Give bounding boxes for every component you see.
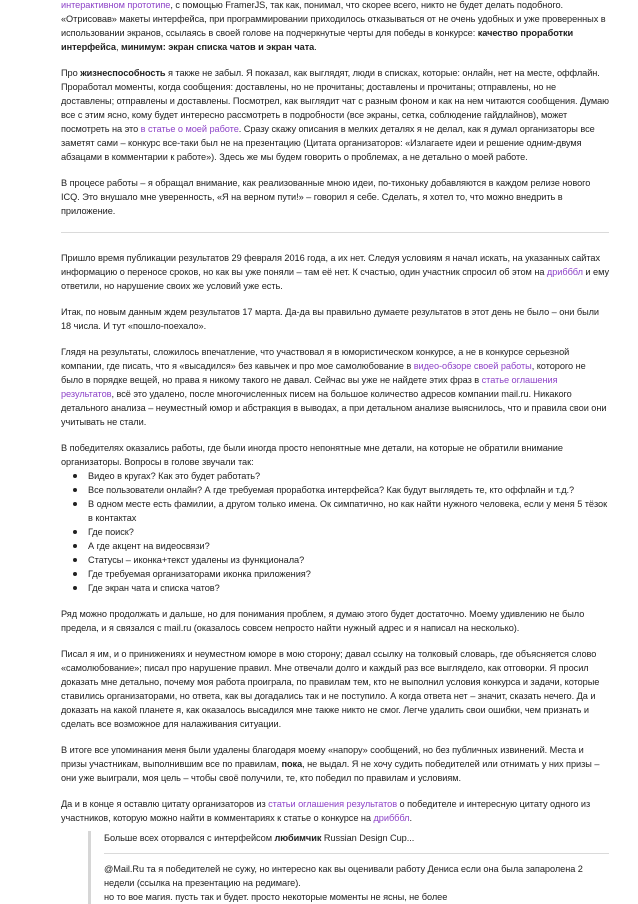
quote-organizers: [104, 831, 609, 845]
text: Пришло время публикации результатов 29 февраля 2016 года, а их нет. Следуя условиям я начал искать, на указанных сайтах информацию о переносе сроков, но как вы уже поняли – там её нет. К счастью, один участник спросил об этом на: [61, 253, 601, 277]
text: .: [314, 42, 317, 52]
paragraph-final-quote-intro: [61, 797, 609, 825]
article-body: [61, 0, 609, 904]
quote-participant-continued: но то вое магия. пусть так и будет. просто некоторые моменты не ясны, не более: [104, 892, 448, 902]
paragraph-new-date: Итак, по новым данным ждем результатов 17 марта. Да-да вы правильно думаете результатов в этот день не было – они были 18 числа. И тут «пошло-поехало».: [61, 307, 600, 331]
text: .: [409, 813, 413, 823]
list-item: Видео в кругах? Как это будет работать?: [88, 469, 609, 483]
link-results-article[interactable]: статьи оглашения результатов: [268, 799, 398, 809]
text: и ему ответили, но нарушение своих же условий уже есть.: [61, 267, 609, 291]
paragraph-outcome: [61, 743, 609, 785]
link-dribbble[interactable]: дрибббл: [546, 267, 583, 277]
text: , которого не было в порядке вещей, но права я никому такого не давал. Сейчас вы уже не найдете этих фраз в: [61, 361, 586, 385]
bold-text: пока: [281, 759, 303, 769]
bold-text: качество проработки интерфейса: [61, 28, 574, 52]
list-item: В одном месте есть фамилии, а другом только имена. Ок симпатично, но как найти нужного человека, если у меня 5 тёзок в контактах: [88, 499, 608, 523]
text: , с помощью FramerJS, так как, понимал, что скорее всего, никто не будет делать подобного. «Отрисовав» макеты интерфейса, при программировании приходилось отказываться от не очень удобных и уже проверенных в использовании экранов, ссылаясь в своей голове на подчеркнутые черты для победы в конкурсе:: [61, 0, 606, 38]
list-item: Статусы – иконка+текст удалены из функционала?: [88, 553, 609, 567]
text: Да и в конце я оставлю цитату организаторов из: [61, 799, 269, 809]
list-item: Где экран чата и списка чатов?: [88, 581, 609, 595]
bold-text: жизнеспособность: [80, 68, 166, 78]
paragraph-results-date: [61, 251, 609, 293]
text: , всё это удалено, после многочисленных писем на большое количество адресов компании mail.ru. Никакого детального анализа – неуместный юмор и абстракция в выводах, а при детальном анализе выяснилось, что и правила свои они учитывать не стали.: [61, 389, 607, 427]
quote-participant: @Mail.Ru та я победителей не сужу, но интересно как вы оценивали работу Дениса если она была запаролена 2 недели (ссылка на презентацию на редимаге).: [104, 864, 583, 888]
link-article-my-work[interactable]: в статье о моей работе: [140, 124, 239, 134]
link-results-article[interactable]: статье оглашения результатов: [61, 375, 558, 399]
paragraph-letters: Писал я им, и о принижениях и неуместном юморе в мою сторону; давал ссылку на толковый словарь, где объясняется слово «самолюбование»; писал про нарушение правил. Мне отвечали долго и каждый раз все выглядело, как отговорки. Я просил доказать мне детально, почему моя работа проиграла, по правилам тем, кто не выполнил условия конкурса и задачи, которые ставились организаторами, но ответа, как вы догадались так и не поступило. А когда ответа нет – значит, сказать нечего. Да и доказать на какой планете я, как оказалось высадился мне также никто не смог. Легче удалить свои ошибки, чем признать и сделать все возможное для налаживания ситуации.: [61, 649, 600, 729]
text: . Сразу скажу описания в мелких деталях я не делал, как я думал организаторы все заметят сами – конкурс все-таки был не на презентацию (Цитата организаторов: «Излагаете идеи и решение одним-двумя абзацами в комментарии к работе»). Здесь же мы будем говорить о проблемах, а не детально о моей работе.: [61, 124, 595, 162]
text: Russian Design Cup...: [321, 833, 415, 843]
text: Глядя на результаты, сложилось впечатление, что участвовал я в юмористическом конкурсе, а не в конкурсе серьезной компании, где писать, что я «высадился» без кавычек и про мое самолюбование в: [61, 347, 570, 371]
text: Про: [61, 68, 81, 78]
text: , не выдал. Я не хочу судить победителей или отнимать у них призы – они уже выиграли, моя цель – чтобы своё получили, те, кто победил по правилам и условиям.: [61, 759, 600, 783]
list-item: А где акцент на видеосвязи?: [88, 539, 609, 553]
text: я также не забыл. Я показал, как выглядят, люди в списках, которые: онлайн, нет на месте, оффлайн. Проработал моменты, когда сообщения: доставлены, но не прочитаны; доставлены и прочитаны; отправлены, но не доставлены; отправлены и доставлены. Посмотрел, как выглядит чат с разным фоном и как на нем читаются сообщения. Думаю все с этим ясно, кому будет интересно рассмотреть в подробности (все экраны, сетка, соблюдение гайдлайнов), может посмотреть на это: [61, 68, 609, 134]
quote-divider: [104, 853, 609, 854]
text: ,: [115, 42, 121, 52]
bold-text: минимум: экран списка чатов и экран чата: [120, 42, 315, 52]
paragraph-viability: [61, 66, 609, 164]
bold-text: любимчик: [274, 833, 322, 843]
link-video-review[interactable]: видео-обзоре своей работы: [413, 361, 532, 371]
paragraph-winners: В победителях оказались работы, где были иногда просто непонятные мне детали, на которые не обратили внимание организаторы. Вопросы в голове звучали так:: [61, 443, 563, 467]
questions-list: [61, 469, 609, 595]
paragraph-process: В процесе работы – я обращал внимание, как реализованные мною идеи, по-тихоньку добавляются в каждом релизе нового ICQ. Это внушало мне уверенность, «Я на верном пути!» – говорил я себе. Сделать, я хотел то, что можно внедрить в приложение.: [61, 178, 591, 216]
list-item: Все пользователи онлайн? А где требуемая проработка интерфейса? Как будут выглядеть те, кто оффлайн и т.д.?: [88, 483, 609, 497]
list-item: Где требуемая организаторами иконка приложения?: [88, 567, 609, 581]
text: о победителе и интересную цитату одного из участников, которую можно найти в комментариях к статье о конкурсе на: [61, 799, 591, 823]
blockquote: [88, 831, 609, 904]
link-interactive-prototype[interactable]: интерактивном прототипе: [61, 0, 171, 10]
link-dribbble[interactable]: дрибббл: [373, 813, 410, 823]
paragraph-results-review: [61, 345, 609, 429]
text: В итоге все упоминания меня были удалены благодаря моему «напору» сообщений, но без публичных извинений. Места и призы участникам, выполнившим все по правилам,: [61, 745, 584, 769]
paragraph-prototype: [61, 0, 609, 54]
section-divider: [61, 232, 609, 233]
paragraph-contacted: Ряд можно продолжать и дальше, но для понимания проблем, я думаю этого будет достаточно. Моему удивлению не было предела, и я связался с mail.ru (оказалось совсем непросто найти нужный адрес и я написал на несколько).: [61, 609, 585, 633]
list-item: Где поиск?: [88, 525, 609, 539]
text: Больше всех оторвался с интерфейсом: [104, 833, 275, 843]
